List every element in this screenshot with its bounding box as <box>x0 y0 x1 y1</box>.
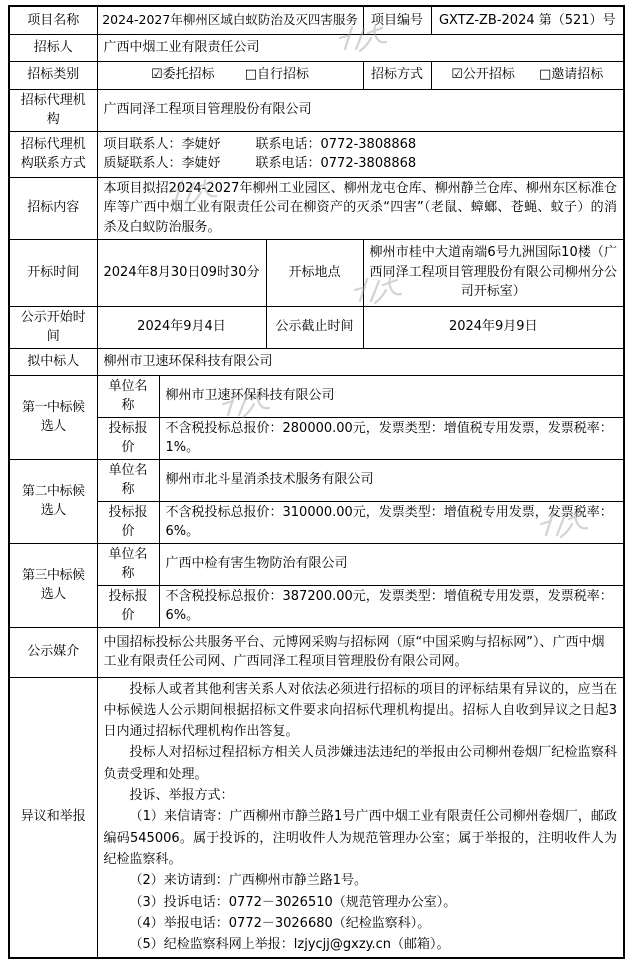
candidate2-price-label: 投标报价 <box>97 501 159 543</box>
query-contact-name: 质疑联系人：李婕妤 <box>103 156 221 171</box>
opening-time-value: 2024年8月30日09时30分 <box>97 239 266 306</box>
candidate1-name-value: 柳州市卫速环保科技有限公司 <box>159 375 624 417</box>
objection-paragraph: （2）来访请到：广西柳州市静兰路1号。 <box>129 873 368 889</box>
tender-content-value: 本项目拟招2024-2027年柳州工业园区、柳州龙屯仓库、柳州静兰仓库、柳州东区标准仓库等广西中烟工业有限责任公司在柳资产的灭杀“四害”（老鼠、蟑螂、苍蝇、蚊子）的消杀及白蚁防治服务。 <box>97 177 624 239</box>
agency-value: 广西同泽工程项目管理股份有限公司 <box>97 89 624 131</box>
project-contact-name: 项目联系人：李婕妤 <box>103 136 221 152</box>
row-candidate3-price <box>9 585 624 627</box>
candidate2-name-value: 柳州市北斗星消杀技术服务有限公司 <box>159 459 624 501</box>
row-tender-content <box>9 177 624 239</box>
tender-content-label: 招标内容 <box>9 177 97 239</box>
candidate2-label: 第二中标候选人 <box>9 459 97 543</box>
row-objection <box>9 677 624 958</box>
project-no-label: 项目编号 <box>363 6 431 34</box>
proposed-winner-label: 拟中标人 <box>9 348 97 375</box>
publicity-start-value: 2024年9月4日 <box>97 306 266 348</box>
project-contact-tel: 联系电话：0772-3808868 <box>255 136 417 152</box>
candidate2-price-value: 不含税投标总报价：310000.00元，发票类型：增值税专用发票，发票税率：6%。 <box>159 501 624 543</box>
agency-contact-label: 招标代理机构联系方式 <box>9 131 97 177</box>
category-options-cell <box>97 61 363 89</box>
objection-paragraph: （5）纪检监察科网上举报：lzjycjj@gxzy.cn（邮箱）。 <box>129 937 450 953</box>
row-tenderer <box>9 34 624 61</box>
publicity-end-label: 公示截止时间 <box>266 306 363 348</box>
project-name-value: 2024-2027年柳州区域白蚁防治及灭四害服务 <box>97 6 363 34</box>
row-candidate1-price <box>9 417 624 459</box>
tenderer-value: 广西中烟工业有限责任公司 <box>97 34 624 61</box>
agency-label: 招标代理机构 <box>9 89 97 131</box>
row-candidate2-price <box>9 501 624 543</box>
candidate1-label: 第一中标候选人 <box>9 375 97 459</box>
objection-paragraph: （1）来信请寄：广西柳州市静兰路1号广西中烟工业有限责任公司柳州卷烟厂，邮政编码545006。属于投诉的，注明收件人为规范管理办公室；属于举报的，注明收件人为纪检监察科。 <box>103 809 618 867</box>
row-media <box>9 627 624 677</box>
candidate3-name-label: 单位名称 <box>97 543 159 585</box>
objection-paragraph: 投标人或者其他利害关系人对依法必须进行招标的项目的评标结果有异议的，应当在中标候选人公示期间根据招标文件要求向招标代理机构提出。招标人自收到异议之日起3日内通过招标代理机构作出答复。 <box>103 681 618 740</box>
checkbox-self-tender[interactable]: □自行招标 <box>244 67 309 83</box>
candidate1-price-label: 投标报价 <box>97 417 159 459</box>
candidate1-price-value: 不含税投标总报价：280000.00元，发票类型：增值税专用发票，发票税率：1%。 <box>159 417 624 459</box>
category-label: 招标类别 <box>9 61 97 89</box>
media-value: 中国招标投标公共服务平台、元博网采购与招标网（原“中国采购与招标网”）、广西中烟工业有限责任公司网、广西同泽工程项目管理股份有限公司网。 <box>97 627 624 677</box>
tenderer-label: 招标人 <box>9 34 97 61</box>
opening-time-label: 开标时间 <box>9 239 97 306</box>
query-contact-tel: 联系电话：0772-3808868 <box>255 156 417 171</box>
row-agency <box>9 89 624 131</box>
candidate3-name-value: 广西中检有害生物防治有限公司 <box>159 543 624 585</box>
objection-paragraph: （4）举报电话：0772－3026680（纪检监察科）。 <box>129 915 431 931</box>
objection-label: 异议和举报 <box>9 677 97 958</box>
checkbox-entrusted-tender[interactable]: ☑委托招标 <box>151 67 215 83</box>
objection-paragraph: 投诉、举报方式： <box>129 788 234 804</box>
objection-content <box>97 677 624 958</box>
row-publicity-period <box>9 306 624 348</box>
method-options-cell <box>431 61 624 89</box>
row-opening <box>9 239 624 306</box>
agency-contact-cell <box>97 131 624 177</box>
project-no-value: GXTZ-ZB-2024 第（521）号 <box>431 6 624 34</box>
candidate3-price-value: 不含税投标总报价：387200.00元，发票类型：增值税专用发票，发票税率：6%。 <box>159 585 624 627</box>
row-project <box>9 6 624 34</box>
proposed-winner-value: 柳州市卫速环保科技有限公司 <box>97 348 624 375</box>
row-candidate1-name <box>9 375 624 417</box>
candidate1-name-label: 单位名称 <box>97 375 159 417</box>
project-name-label: 项目名称 <box>9 6 97 34</box>
candidate2-name-label: 单位名称 <box>97 459 159 501</box>
checkbox-open-tender[interactable]: ☑公开招标 <box>451 67 515 83</box>
publicity-start-label: 公示开始时间 <box>9 306 97 348</box>
candidate3-label: 第三中标候选人 <box>9 543 97 627</box>
row-candidate2-name <box>9 459 624 501</box>
opening-place-label: 开标地点 <box>266 239 363 306</box>
opening-place-value: 柳州市桂中大道南端6号九洲国际10楼（广西同泽工程项目管理股份有限公司柳州分公司开标室） <box>363 239 624 306</box>
media-label: 公示媒介 <box>9 627 97 677</box>
method-label: 招标方式 <box>363 61 431 89</box>
row-agency-contact <box>9 131 624 177</box>
objection-paragraph: （3）投诉电话：0772－3026510（规范管理办公室）。 <box>129 894 457 910</box>
candidate3-price-label: 投标报价 <box>97 585 159 627</box>
objection-paragraph: 投标人对招标过程招标方相关人员涉嫌违法违纪的举报由公司柳州卷烟厂纪检监察科负责受理和处理。 <box>103 745 618 782</box>
row-candidate3-name <box>9 543 624 585</box>
publicity-end-value: 2024年9月9日 <box>363 306 624 348</box>
tender-result-table <box>8 5 625 959</box>
row-proposed-winner <box>9 348 624 375</box>
checkbox-invited-tender[interactable]: □邀请招标 <box>538 67 604 83</box>
row-category <box>9 61 624 89</box>
